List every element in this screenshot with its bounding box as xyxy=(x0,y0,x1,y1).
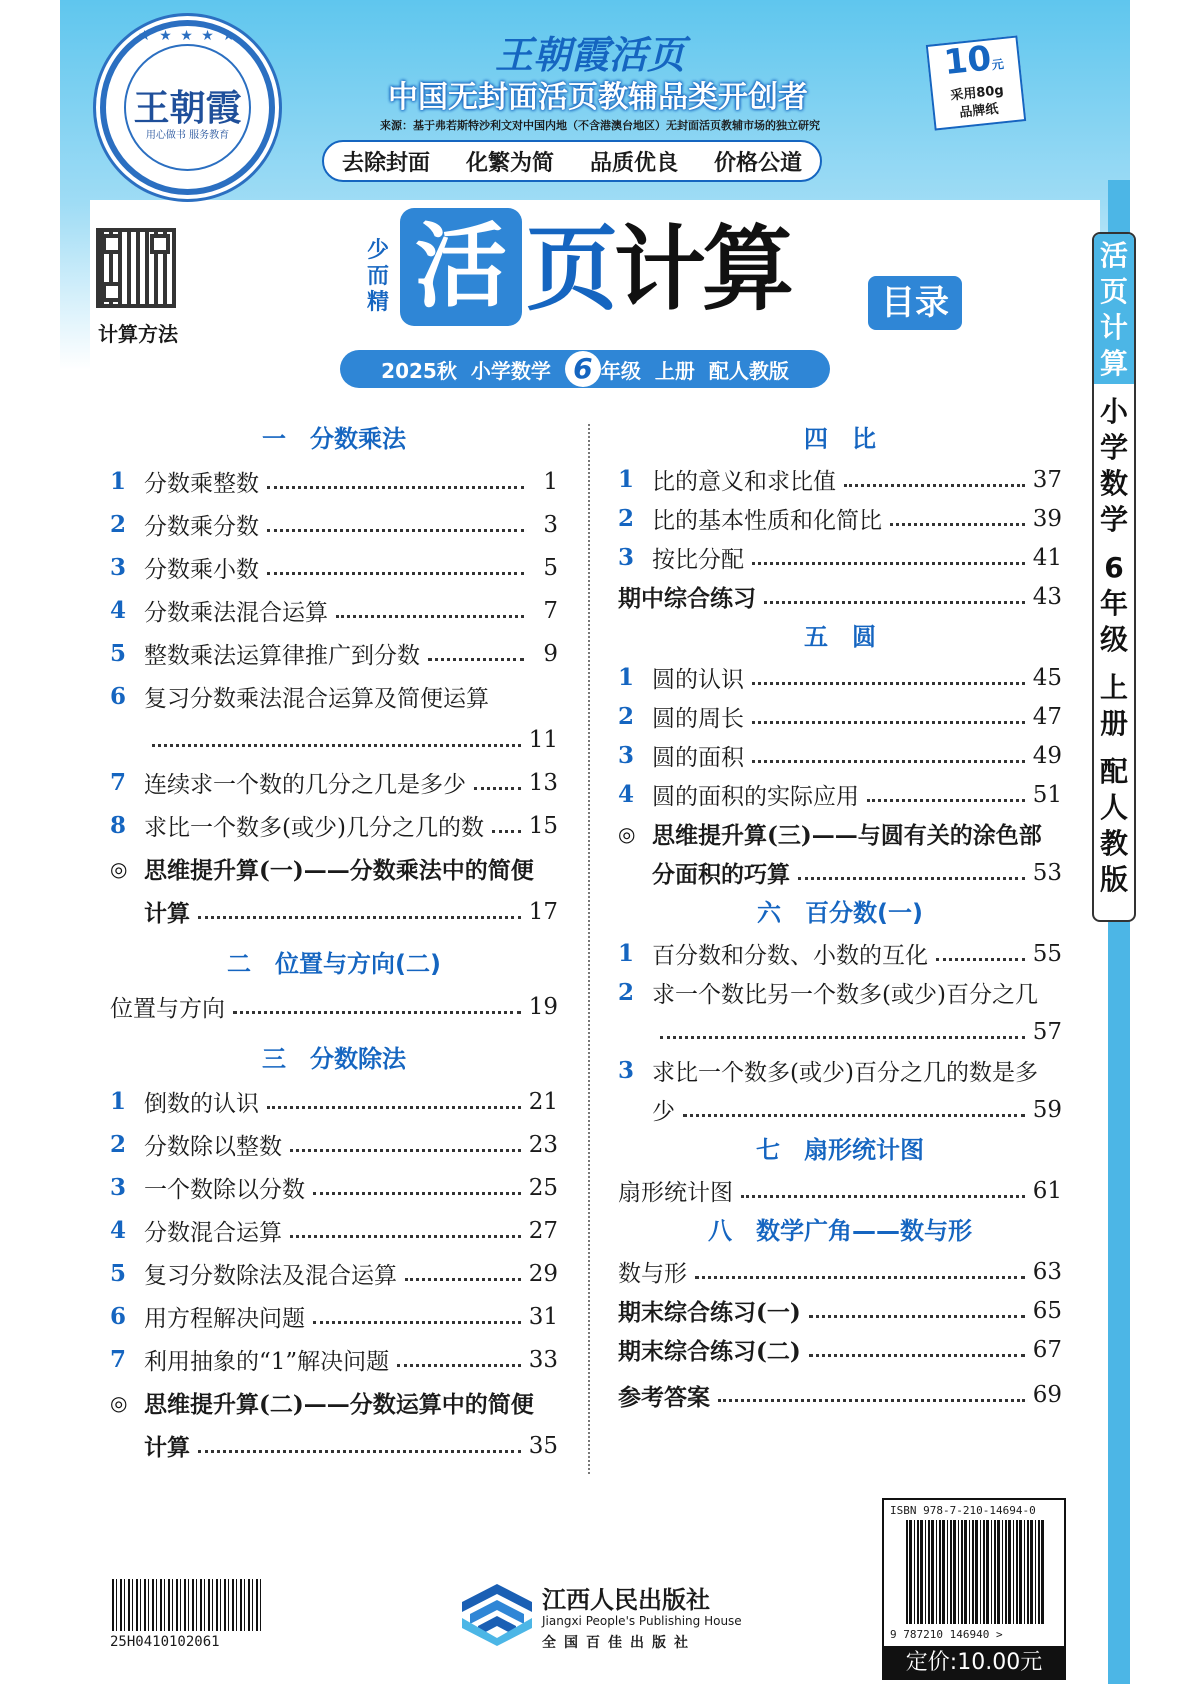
entry-page: 29 xyxy=(528,1260,558,1287)
section-heading: 七 扇形统计图 xyxy=(756,1136,924,1164)
toc-entry[interactable] xyxy=(110,1338,558,1381)
entry-page: 13 xyxy=(528,769,558,796)
entry-page: 41 xyxy=(1032,544,1062,571)
section-heading: 五 圆 xyxy=(804,623,876,651)
entry-label: 百分数和分数、小数的互化 xyxy=(652,943,928,969)
entry-page: 7 xyxy=(543,597,558,624)
side-char: 算 xyxy=(1099,347,1128,380)
toc-entry[interactable] xyxy=(618,1051,1062,1090)
toc-entry[interactable] xyxy=(110,460,558,503)
side-char: 册 xyxy=(1099,707,1128,740)
edition-version: 配人教版 xyxy=(708,358,789,383)
toc-entry[interactable] xyxy=(618,1369,1062,1421)
entry-page: 5 xyxy=(543,554,558,581)
qr-corner xyxy=(102,282,122,302)
entry-number: 1 xyxy=(618,940,635,967)
toc-entry[interactable] xyxy=(110,546,558,589)
entry-label: 利用抽象的“1”解决问题 xyxy=(144,1349,390,1375)
side-char: 上 xyxy=(1099,671,1128,704)
toc-entry[interactable] xyxy=(618,736,1062,775)
isbn-bars xyxy=(906,1520,1046,1624)
logo-motto: 用心做书 服务教育 xyxy=(145,130,230,141)
entry-page: 49 xyxy=(1032,742,1062,769)
entry-label: 倒数的认识 xyxy=(144,1091,259,1117)
qr-corner xyxy=(102,234,122,254)
entry-label: 求一个数比另一个数多(或少)百分之几 xyxy=(652,982,1038,1008)
entry-page: 59 xyxy=(1032,1096,1062,1123)
title-main-first: 页 xyxy=(526,216,615,323)
entry-number: 1 xyxy=(618,466,635,493)
entry-number: 1 xyxy=(110,1088,127,1115)
toc-entry-continued[interactable] xyxy=(110,1424,558,1467)
toc-right-column xyxy=(618,418,1062,1421)
toc-entry[interactable] xyxy=(110,804,558,847)
toc-entry[interactable] xyxy=(618,1171,1062,1210)
toc-entry[interactable] xyxy=(110,1166,558,1209)
entry-page: 33 xyxy=(528,1346,558,1373)
side-char: 小 xyxy=(1099,395,1128,428)
toc-entry[interactable] xyxy=(618,1252,1062,1291)
feature-item: 化繁为简 xyxy=(465,150,554,176)
think-mark-icon: ◎ xyxy=(110,856,128,881)
entry-number: 2 xyxy=(110,1131,127,1158)
isbn-barcode xyxy=(882,1498,1066,1648)
publisher-name-en: Jiangxi People's Publishing House xyxy=(542,1614,742,1628)
qr-code[interactable] xyxy=(96,228,176,308)
entry-label: 用方程解决问题 xyxy=(144,1306,305,1332)
entry-label: 思维提升算(二)——分数运算中的简便 xyxy=(144,1391,534,1418)
title-main xyxy=(526,218,856,322)
entry-number: 4 xyxy=(618,781,635,808)
qr-label: 计算方法 xyxy=(98,322,178,346)
entry-page: 61 xyxy=(1032,1177,1062,1204)
toc-entry[interactable] xyxy=(110,1123,558,1166)
toc-entry-continued[interactable] xyxy=(618,853,1062,892)
entry-number: 1 xyxy=(618,664,635,691)
toc-entry-think[interactable] xyxy=(110,847,558,890)
toc-entry[interactable] xyxy=(110,589,558,632)
entry-page: 15 xyxy=(528,812,558,839)
entry-page: 3 xyxy=(543,511,558,538)
side-char: 6 xyxy=(1104,551,1124,584)
entry-number: 6 xyxy=(110,683,127,710)
toc-left-column xyxy=(110,418,558,1467)
edition-grade-suffix: 年级 xyxy=(600,359,641,383)
entry-label: 计算 xyxy=(144,900,190,927)
toc-entry[interactable] xyxy=(110,1080,558,1123)
entry-page: 11 xyxy=(528,726,558,753)
entry-label: 数与形 xyxy=(618,1261,687,1287)
entry-number: 4 xyxy=(110,597,127,624)
entry-label: 比的意义和求比值 xyxy=(652,469,836,495)
entry-label: 期末综合练习(一) xyxy=(618,1299,801,1326)
entry-page: 63 xyxy=(1032,1258,1062,1285)
toc-entry[interactable] xyxy=(618,577,1062,616)
entry-label: 复习分数除法及混合运算 xyxy=(144,1263,397,1289)
entry-label: 少 xyxy=(652,1099,675,1125)
entry-page: 51 xyxy=(1032,781,1062,808)
toc-entry[interactable] xyxy=(618,697,1062,736)
entry-page: 55 xyxy=(1032,940,1062,967)
isbn-digits: 9 787210 146940 > xyxy=(890,1628,1003,1641)
toc-entry[interactable] xyxy=(110,761,558,804)
toc-entry[interactable] xyxy=(110,675,558,718)
section-heading: 八 数学广角——数与形 xyxy=(708,1217,972,1245)
entry-page: 37 xyxy=(1032,466,1062,493)
feature-bar xyxy=(322,140,822,182)
entry-label: 分数除以整数 xyxy=(144,1134,282,1160)
entry-number: 5 xyxy=(110,640,127,667)
side-char: 学 xyxy=(1099,503,1128,536)
side-char: 页 xyxy=(1099,275,1128,308)
entry-page: 25 xyxy=(528,1174,558,1201)
isbn-text: ISBN 978-7-210-14694-0 xyxy=(890,1504,1036,1517)
entry-label: 计算 xyxy=(144,1434,190,1461)
entry-number: 4 xyxy=(110,1217,127,1244)
contents-badge: 目录 xyxy=(868,276,962,330)
entry-label: 分数混合运算 xyxy=(144,1220,282,1246)
qr-corner xyxy=(150,234,170,254)
toc-entry[interactable] xyxy=(110,503,558,546)
entry-number: 6 xyxy=(110,1303,127,1330)
section-heading: 六 百分数(一) xyxy=(757,899,923,927)
entry-label: 期末综合练习(二) xyxy=(618,1338,801,1365)
feature-item: 价格公道 xyxy=(713,150,802,176)
entry-label: 连续求一个数的几分之几是多少 xyxy=(144,772,466,798)
entry-label: 思维提升算(一)——分数乘法中的简便 xyxy=(144,857,534,884)
toc-entry[interactable] xyxy=(618,538,1062,577)
side-tab-text xyxy=(1094,394,1134,898)
side-char: 活 xyxy=(1099,239,1128,272)
price-badge xyxy=(926,35,1026,130)
toc-entry[interactable] xyxy=(618,775,1062,814)
entry-page: 27 xyxy=(528,1217,558,1244)
toc-entry[interactable] xyxy=(618,973,1062,1012)
entry-page: 45 xyxy=(1032,664,1062,691)
entry-number: 2 xyxy=(110,511,127,538)
entry-page: 65 xyxy=(1032,1297,1062,1324)
entry-page: 57 xyxy=(1032,1018,1062,1045)
entry-number: 2 xyxy=(618,505,635,532)
entry-label: 比的基本性质和化简比 xyxy=(652,508,882,534)
toc-entry[interactable] xyxy=(110,985,558,1028)
price-badge-line: 采用80g xyxy=(949,83,1005,104)
entry-number: 7 xyxy=(110,1346,127,1373)
toc-entry-continued[interactable] xyxy=(110,718,558,761)
feature-item: 去除封面 xyxy=(341,150,430,176)
toc-entry[interactable] xyxy=(618,1291,1062,1330)
brand-title: 王朝霞活页 xyxy=(494,33,685,77)
entry-label: 圆的认识 xyxy=(652,667,744,693)
edition-subject: 小学数学 xyxy=(470,358,551,383)
entry-page: 53 xyxy=(1032,859,1062,886)
section-heading: 四 比 xyxy=(804,425,876,453)
publisher-logo-icon xyxy=(460,1582,534,1648)
side-char: 级 xyxy=(1099,623,1128,656)
column-divider xyxy=(588,424,590,1474)
side-char: 配 xyxy=(1099,755,1128,788)
entry-page: 47 xyxy=(1032,703,1062,730)
entry-label: 一个数除以分数 xyxy=(144,1177,305,1203)
toc-entry[interactable] xyxy=(618,1330,1062,1369)
think-mark-icon: ◎ xyxy=(110,1390,128,1415)
entry-number: 8 xyxy=(110,812,127,839)
entry-label: 整数乘法运算律推广到分数 xyxy=(144,643,420,669)
logo-seal xyxy=(100,20,275,195)
toc-entry-think[interactable] xyxy=(618,814,1062,853)
side-char: 数 xyxy=(1099,467,1128,500)
entry-number: 3 xyxy=(618,742,635,769)
entry-page: 67 xyxy=(1032,1336,1062,1363)
toc-entry-continued[interactable] xyxy=(618,1012,1062,1051)
entry-label: 按比分配 xyxy=(652,547,744,573)
toc-entry[interactable] xyxy=(618,460,1062,499)
entry-page: 69 xyxy=(1032,1382,1062,1408)
toc-entry-continued[interactable] xyxy=(618,1090,1062,1129)
title-main-rest: 计算 xyxy=(614,216,791,323)
entry-page: 43 xyxy=(1032,583,1062,610)
section-heading: 二 位置与方向(二) xyxy=(227,950,441,978)
entry-page: 39 xyxy=(1032,505,1062,532)
edition-season: 2025秋 xyxy=(381,358,457,383)
entry-label: 期中综合练习 xyxy=(618,585,756,612)
entry-label: 参考答案 xyxy=(618,1383,710,1411)
toc-entry[interactable] xyxy=(618,658,1062,697)
side-char: 计 xyxy=(1099,311,1128,344)
side-char: 人 xyxy=(1099,791,1128,824)
publisher-tagline: 全国百佳出版社 xyxy=(542,1635,696,1651)
think-mark-icon: ◎ xyxy=(618,821,636,846)
entry-number: 2 xyxy=(618,979,635,1006)
entry-page: 31 xyxy=(528,1303,558,1330)
entry-page: 9 xyxy=(543,640,558,667)
internal-barcode-number: 25H0410102061 xyxy=(110,1634,220,1650)
entry-number: 3 xyxy=(110,1174,127,1201)
entry-page: 35 xyxy=(528,1432,558,1459)
entry-page: 1 xyxy=(543,468,558,495)
side-char: 年 xyxy=(1099,587,1128,620)
entry-label: 圆的面积的实际应用 xyxy=(652,784,859,810)
entry-label: 复习分数乘法混合运算及简便运算 xyxy=(144,686,489,712)
toc-entry[interactable] xyxy=(110,1209,558,1252)
logo-stars: ★ ★ ★ ★ ★ xyxy=(138,28,237,44)
toc-entry[interactable] xyxy=(110,1295,558,1338)
entry-page: 21 xyxy=(528,1088,558,1115)
source-note: 来源：基于弗若斯特沙利文对中国内地（不含港澳台地区）无封面活页教辅市场的独立研究 xyxy=(380,119,820,132)
entry-number: 1 xyxy=(110,468,127,495)
edition-grade-number: 6 xyxy=(565,351,601,387)
entry-number: 7 xyxy=(110,769,127,796)
side-tab xyxy=(1092,232,1136,922)
side-char: 学 xyxy=(1099,431,1128,464)
brand-slogan: 中国无封面活页教辅品类开创者 xyxy=(388,80,808,115)
price-badge-line: 品牌纸 xyxy=(958,101,1000,121)
entry-label: 位置与方向 xyxy=(110,996,225,1022)
feature-item: 品质优良 xyxy=(589,150,678,176)
internal-barcode xyxy=(112,1579,264,1631)
entry-label: 分数乘小数 xyxy=(144,557,259,583)
title-small: 少而精 xyxy=(366,238,389,315)
entry-label: 分面积的巧算 xyxy=(652,861,790,888)
entry-number: 3 xyxy=(618,544,635,571)
section-heading: 一 分数乘法 xyxy=(262,425,406,453)
title-box-char: 活 xyxy=(400,208,522,326)
side-tab-top xyxy=(1094,234,1134,384)
entry-label: 圆的面积 xyxy=(652,745,744,771)
price-badge-unit: 元 xyxy=(991,57,1005,73)
toc-entry-continued[interactable] xyxy=(110,890,558,933)
price-label: 定价:10.00元 xyxy=(882,1646,1066,1680)
entry-label: 求比一个数多(或少)百分之几的数是多 xyxy=(652,1060,1038,1086)
logo-name: 王朝霞 xyxy=(133,87,242,129)
entry-label: 扇形统计图 xyxy=(618,1180,733,1206)
side-char: 版 xyxy=(1099,863,1128,896)
edition-volume: 上册 xyxy=(654,358,695,383)
entry-label: 思维提升算(三)——与圆有关的涂色部 xyxy=(652,822,1042,849)
publisher-name: 江西人民出版社 xyxy=(542,1586,710,1614)
entry-label: 分数乘法混合运算 xyxy=(144,600,328,626)
entry-number: 5 xyxy=(110,1260,127,1287)
side-char: 教 xyxy=(1099,827,1128,860)
entry-label: 分数乘分数 xyxy=(144,514,259,540)
entry-number: 3 xyxy=(618,1057,635,1084)
entry-number: 3 xyxy=(110,554,127,581)
entry-number: 2 xyxy=(618,703,635,730)
section-heading: 三 分数除法 xyxy=(262,1045,406,1073)
entry-label: 求比一个数多(或少)几分之几的数 xyxy=(144,815,484,841)
edition-bar xyxy=(340,350,830,388)
entry-page: 23 xyxy=(528,1131,558,1158)
entry-page: 19 xyxy=(528,993,558,1020)
entry-label: 分数乘整数 xyxy=(144,471,259,497)
toc-entry[interactable] xyxy=(110,1252,558,1295)
price-badge-number: 10 xyxy=(941,38,994,84)
toc-entry[interactable] xyxy=(618,499,1062,538)
toc-entry-think[interactable] xyxy=(110,1381,558,1424)
entry-page: 17 xyxy=(528,898,558,925)
toc-entry[interactable] xyxy=(618,934,1062,973)
toc-entry[interactable] xyxy=(110,632,558,675)
entry-label: 圆的周长 xyxy=(652,706,744,732)
